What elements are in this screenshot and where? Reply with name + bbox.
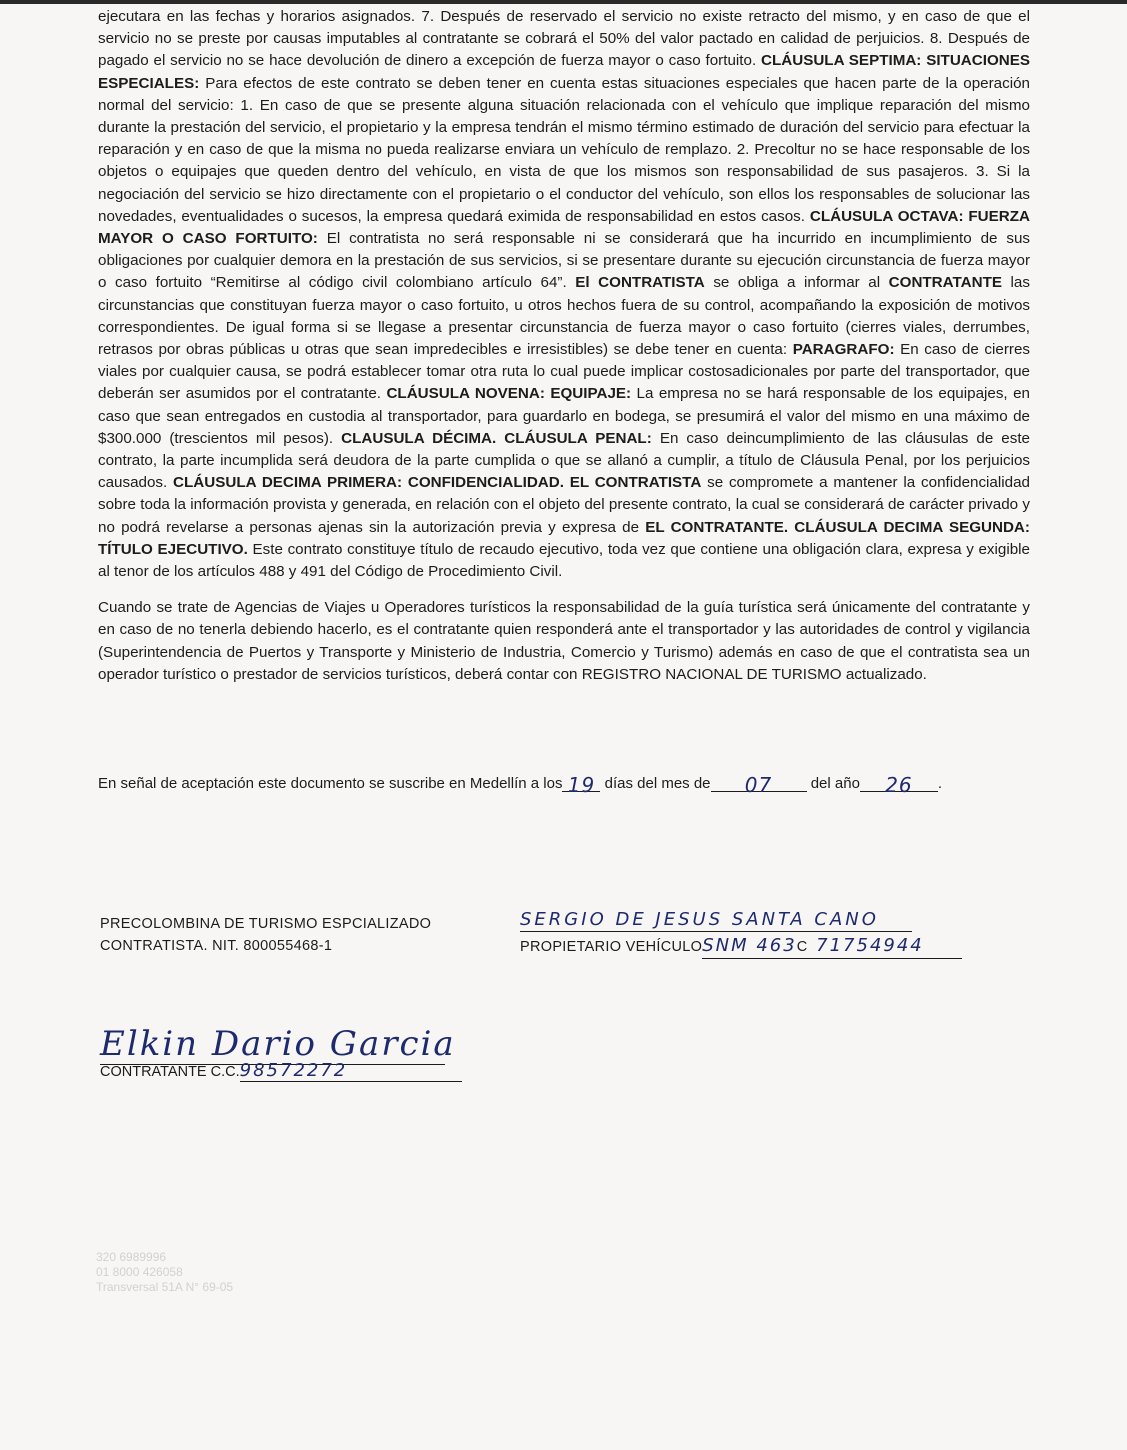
propietario-label: PROPIETARIO VEHÍCULO <box>520 939 703 955</box>
contratista-company: PRECOLOMBINA DE TURISMO ESPCIALIZADO <box>100 916 432 932</box>
acceptance-prefix: En señal de aceptación este documento se suscribe en Medellín a los <box>98 775 563 792</box>
clause-text-6: En caso de cierres viales por cualquier causa, se podrá establecer tomar otra ruta lo cual puede implicar costosadicionales por parte del transportador, que deberán ser asumidos por el contratante. <box>98 341 1030 403</box>
acceptance-mid2: del año <box>810 775 860 792</box>
propietario-cc: 71754944 <box>816 935 924 956</box>
paragrafo-heading: PARAGRAFO: <box>792 341 895 359</box>
contratista-nit: CONTRATISTA. NIT. 800055468-1 <box>100 938 333 954</box>
clause-8-heading: CLÁUSULA OCTAVA: FUERZA MAYOR O CASO FORTUITO: <box>98 207 1030 248</box>
propietario-name-line <box>520 909 962 935</box>
clause-text-9: se compromete a mantener la confidencialidad sobre toda la información provista y generada, en relación con el objeto del presente contrato, la cual se considerará de carácter privado y no podrá revelarse a personas ajenas sin la autorización previa y expresa de <box>98 474 1030 536</box>
footer-address: Transversal 51A N° 69-05 <box>96 1280 234 1294</box>
clause-9-heading: CLÁUSULA NOVENA: EQUIPAJE: <box>386 385 632 403</box>
contratista-signature-block <box>100 913 431 957</box>
acceptance-line <box>98 773 978 797</box>
clause-10-heading: CLAUSULA DÉCIMA. CLÁUSULA PENAL: <box>341 429 652 447</box>
clause-text-2: Para efectos de este contrato se deben tener en cuenta estas situaciones especiales que hacen parte de la operación normal del servicio: 1. En caso de que se presente alguna situación relacionada con el vehículo que implique reparación del mismo durante la prestación del servicio, el propietario y la empresa tendrán el mismo término estimado de duración del servicio para efectuar la reparación y en caso de que la misma no pueda realizarse enviara un vehículo de remplazo. 2. Precoltur no se hace responsable de los objetos o equipajes que queden dentro del vehículo, en vista de que los mismos son responsabilidad de sus pasajeros. 3. Si la negociación del servicio se hizo directamente con el propietario o el conductor del vehículo, son ellos los responsables de solucionar las novedades, eventualidades o sucesos, la empresa quedará eximida de responsabilidad en estos casos. <box>98 74 1030 225</box>
vehicle-plate: SNM 463 <box>702 935 797 956</box>
contratante-signature: Elkin Dario Garcia <box>100 1024 456 1064</box>
year-value: 26 <box>885 773 913 797</box>
footer-phone: 320 6989996 <box>96 1250 167 1264</box>
acceptance-mid1: días del mes de <box>604 775 711 792</box>
clause-text-3: El contratista no será responsable ni se considerará que ha incurrido en incumplimiento de sus obligaciones por cualquier demora en la prestación de sus servicios, si se presentare durante su ejecución circunstancia de fuerza mayor o caso fortuito “Remitirse al código civil colombiano artículo 64”. <box>98 230 1030 292</box>
clause-text-1: ejecutara en las fechas y horarios asignados. 7. Después de reservado el servicio no existe retracto del mismo, y en caso de que el servicio no se preste por causas imputables al contratante se cobrará el 50% del valor pactado en calidad de perjuicios. 8. Después de pagado el servicio no se hace devolución de dinero a excepción de fuerza mayor o caso fortuito. <box>98 8 1030 70</box>
clause-12-heading: CLÁUSULA DECIMA SEGUNDA: TÍTULO EJECUTIVO. <box>98 518 1030 558</box>
month-value: 07 <box>744 773 773 797</box>
top-edge-line <box>0 0 1127 4</box>
contratante-label: CONTRATANTE C.C. <box>100 1064 240 1080</box>
clause-text-4: se obliga a informar al <box>713 274 881 292</box>
footer-phone-2: 01 8000 426058 <box>96 1265 183 1279</box>
clause-text-5: las circunstancias que constituyan fuerza mayor o caso fortuito, u otros hechos fuera de su control, acompañando la exposición de motivos correspondientes. De igual forma si se llegase a presentar circunstancia de fuerza mayor o caso fortuito (cierres viales, derrumbes, retrasos por obras públicas u otras que sean impredecibles e irresistibles) se debe tener en cuenta: <box>98 274 1030 359</box>
el-contratante-term: EL CONTRATANTE. <box>645 518 789 536</box>
contract-clauses <box>98 6 1030 700</box>
contratante-label-line <box>100 1060 460 1082</box>
day-value: 19 <box>567 773 596 797</box>
contratante-cc: 98572272 <box>240 1060 462 1082</box>
clause-11-heading: CLÁUSULA DECIMA PRIMERA: CONFIDENCIALIDAD. EL CONTRATISTA <box>173 474 702 492</box>
propietario-handwritten-name: SERGIO DE JESUS SANTA CANO <box>520 909 879 930</box>
tourism-paragraph: Cuando se trate de Agencias de Viajes u Operadores turísticos la responsabilidad de la guía turística será únicamente del contratante y en caso de no tenerla debiendo hacerlo, es el contratante quien responderá ante el transportador y las autoridades de control y vigilancia (Superintendencia de Puertos y Transporte y Ministerio de Industria, Comercio y Turismo) además en caso de que el contratista sea un operador turístico o prestador de servicios turísticos, deberá contar con REGISTRO NACIONAL DE TURISMO actualizado. <box>98 599 1030 683</box>
month-field <box>711 773 807 797</box>
faded-footer <box>96 1250 233 1295</box>
contratante-term: CONTRATANTE <box>888 274 1002 292</box>
clause-text-8: En caso deincumplimiento de las cláusulas de este contrato, la parte incumplida será deudora de la parte cumplida o que se allanó a cumplir, a título de Cláusula Penal, por los perjuicios causados. <box>98 429 1031 492</box>
acceptance-suffix: . <box>937 775 943 792</box>
year-field <box>860 773 938 797</box>
day-field <box>562 773 600 797</box>
propietario-label-line <box>520 935 962 959</box>
clause-text-10: Este contrato constituye título de recaudo ejecutivo, toda vez que contiene una obligación clara, expresa y exigible al tenor de los artículos 488 y 491 del Código de Procedimiento Civil. <box>98 540 1030 581</box>
clause-text-7: La empresa no se hará responsable de los equipajes, en caso que sean entregados en custodia al transportador, para guardarlo en bodega, se presumirá el valor del mismo en una máximo de $300.000 (trescientos mil pesos). <box>98 385 1030 447</box>
propietario-name-underline <box>520 931 912 932</box>
clauses-paragraph <box>98 6 1030 583</box>
el-contratista-term: El CONTRATISTA <box>575 274 705 292</box>
propietario-values-field <box>702 935 962 959</box>
propietario-signature-block <box>520 909 962 959</box>
cc-marker: C <box>796 939 808 955</box>
clause-7-heading: CLÁUSULA SEPTIMA: SITUACIONES ESPECIALES: <box>98 52 1030 92</box>
